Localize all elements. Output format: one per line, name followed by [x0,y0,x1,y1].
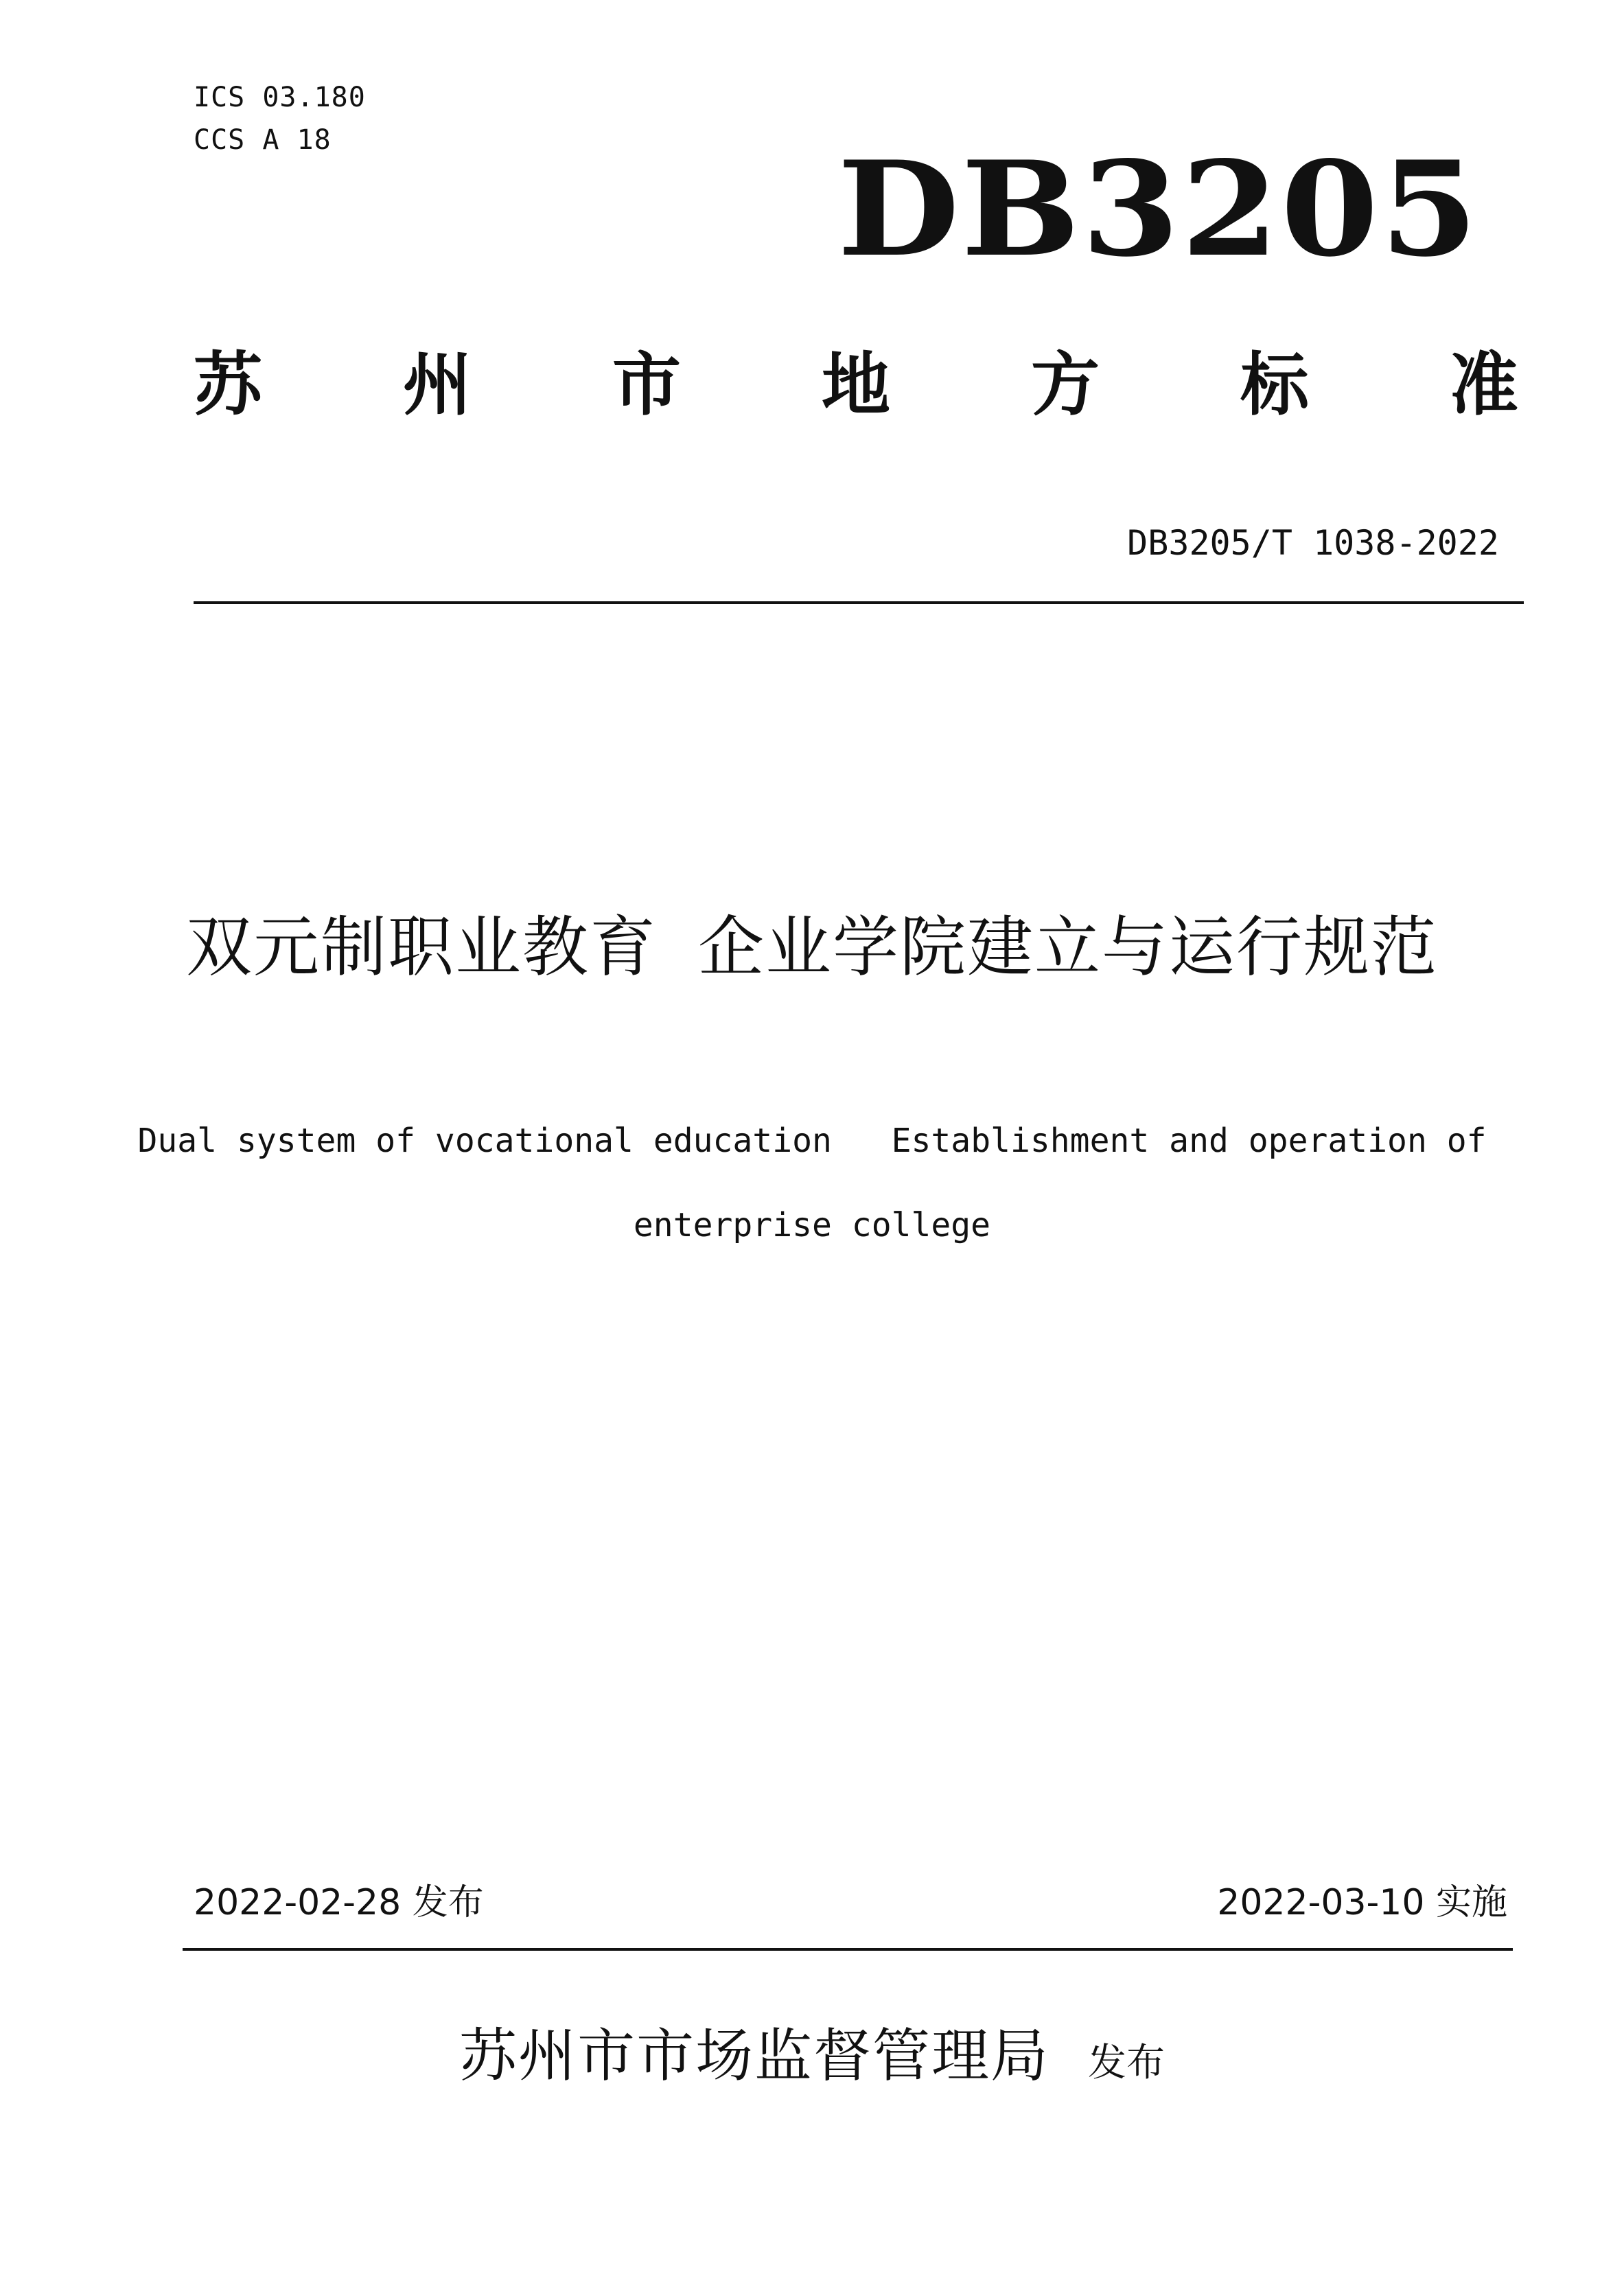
ics-code: ICS 03.180 [194,82,366,113]
publish-date: 2022-02-28 发布 [194,1882,484,1923]
document-title-en-line2: enterprise college [633,1206,991,1244]
ccs-code: CCS A 18 [194,124,332,156]
standard-type-title [194,344,1518,425]
standard-type-char: 苏 [194,344,262,425]
issuer [0,2021,1624,2098]
header-divider [194,601,1524,604]
standard-type-char: 标 [1240,344,1309,425]
issuer-org: 苏州市市场监督管理局 [459,2022,1049,2089]
issuer-suffix: 发布 [1088,2041,1165,2085]
standard-series-code: DB3205 [837,132,1480,286]
title-cn-part2: 企业学院建立与运行规范 [698,909,1438,986]
implementation-date: 2022-03-10 实施 [1217,1882,1507,1923]
document-title-en-line1: Dual system of vocational education Establishment and operation of [137,1122,1487,1160]
footer-divider [183,1948,1513,1951]
standard-number: DB3205/T 1038-2022 [1127,523,1499,563]
standard-type-char: 地 [822,344,890,425]
standard-type-char: 州 [403,344,472,425]
document-title-cn [0,909,1624,985]
standard-type-char: 市 [612,344,681,425]
standard-type-char: 方 [1031,344,1100,425]
title-cn-part1: 双元制职业教育 [186,909,657,986]
standard-type-char: 准 [1450,344,1518,425]
